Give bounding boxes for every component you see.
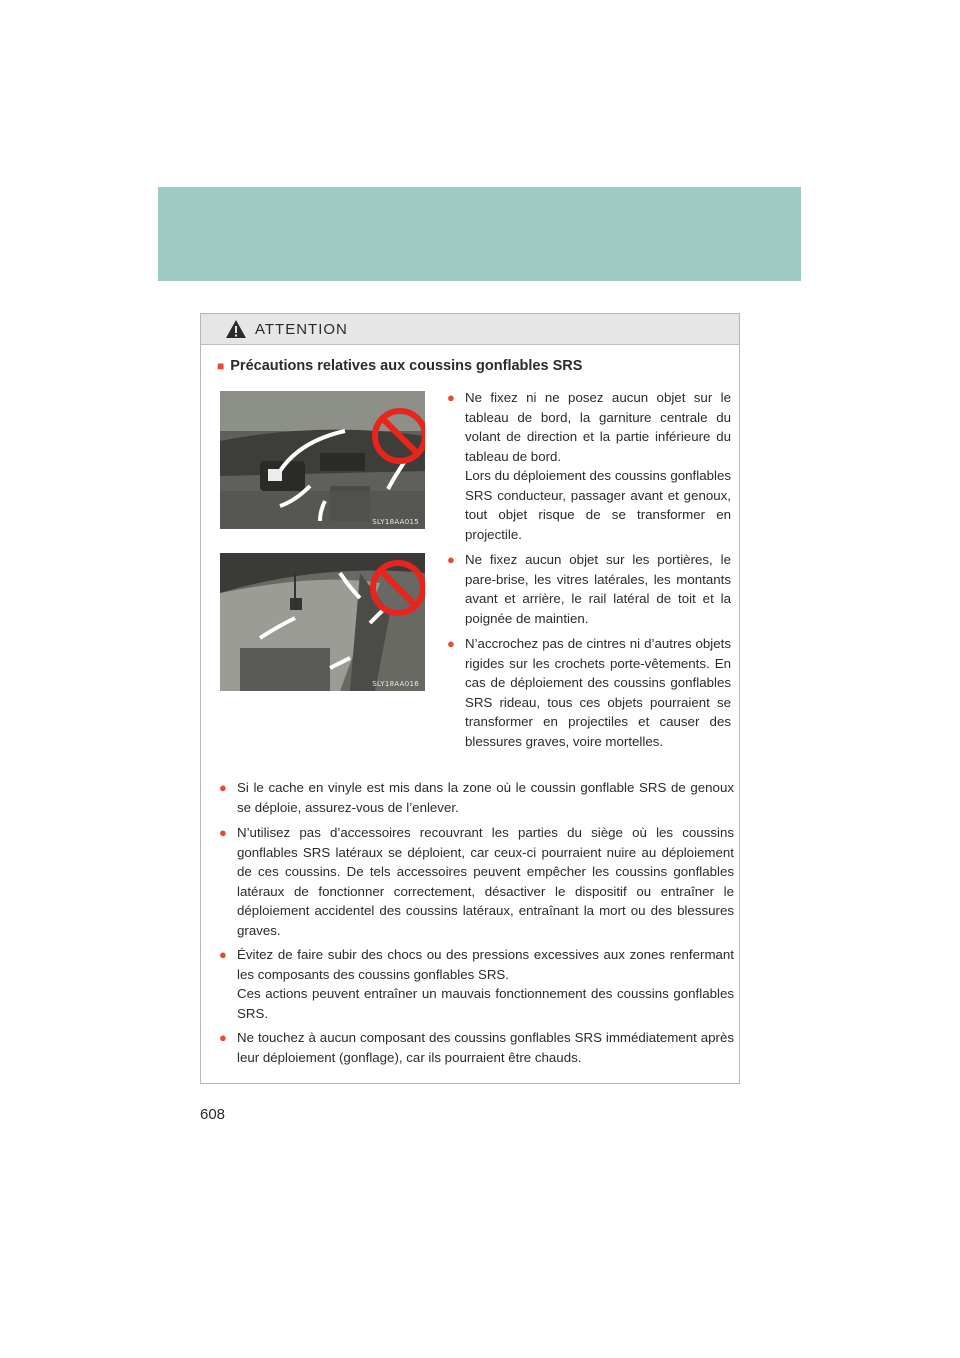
warning-header (201, 314, 739, 345)
bullet-text: Ne fixez ni ne posez aucun objet sur le tableau de bord, la garniture centrale du volant de direction et la partie inférieure du tableau de bord. Lors du déploiement des coussins gonflables SRS conducteur, passager avant et genoux, tout objet risque de se transformer en projectile. (465, 390, 731, 542)
red-dot-icon: ● (447, 636, 455, 651)
bullet-text: Ne touchez à aucun composant des coussins gonflables SRS immédiatement après leur déploiement (gonflage), car ils pourraient être chauds. (237, 1030, 734, 1065)
full-bullet-hot-components (219, 1028, 734, 1067)
photo-code: SLY18AA015 (372, 518, 419, 526)
warning-label: ATTENTION (255, 320, 348, 338)
photo-code: SLY18AA016 (372, 680, 419, 688)
bullet-text: Si le cache en vinyle est mis dans la zone où le coussin gonflable SRS de genoux se déploie, assurez-vous de l’enlever. (237, 780, 734, 815)
warning-box (200, 313, 740, 1084)
bullet-text: N’accrochez pas de cintres ni d’autres objets rigides sur les crochets porte-vêtements. En cas de déploiement des coussins gonflables SRS rideau, tous ces objets pourraient se transformer en projectiles et causer des blessures graves, voire mortelles. (465, 636, 731, 749)
red-dot-icon: ● (219, 825, 227, 840)
side-bullet-pillars (447, 550, 731, 628)
side-bullet-hooks (447, 634, 731, 751)
page-number: 608 (200, 1106, 226, 1123)
full-bullet-vinyl-cover (219, 778, 734, 817)
red-dot-icon: ● (219, 780, 227, 795)
bullet-text: Ne fixez aucun objet sur les portières, le pare-brise, les vitres latérales, les montants avant et arrière, le rail latéral de toit et la poignée de maintien. (465, 552, 731, 626)
warning-triangle-icon (225, 319, 247, 339)
section-title-text: Précautions relatives aux coussins gonflables SRS (230, 358, 583, 374)
bullet-text: N’utilisez pas d’accessoires recouvrant les parties du siège où les coussins gonflables SRS latéraux se déploient, car ceux-ci pourraient nuire au déploiement de ces coussins. De tels accessoires peuvent empêcher les coussins gonflables latéraux de fonctionner correctement, désactiver le dispositif ou entraîner le déploiement accidentel des coussins latéraux, entraînant la mort ou des blessures graves. (237, 825, 734, 938)
header-band (158, 187, 801, 281)
section-title (217, 358, 582, 374)
full-bullet-seat-accessories (219, 823, 734, 940)
dashboard-photo (220, 391, 425, 529)
bullet-text: Évitez de faire subir des chocs ou des pressions excessives aux zones renfermant les composants des coussins gonflables SRS. Ces actions peuvent entraîner un mauvais fonctionnement des coussins gonflables SRS. (237, 947, 734, 1021)
red-dot-icon: ● (447, 552, 455, 567)
side-bullet-dashboard (447, 388, 731, 544)
full-bullet-shocks (219, 945, 734, 1023)
square-bullet-icon: ■ (217, 359, 225, 373)
red-dot-icon: ● (447, 390, 455, 405)
red-dot-icon: ● (219, 947, 227, 962)
red-dot-icon: ● (219, 1030, 227, 1045)
pillar-photo (220, 553, 425, 691)
